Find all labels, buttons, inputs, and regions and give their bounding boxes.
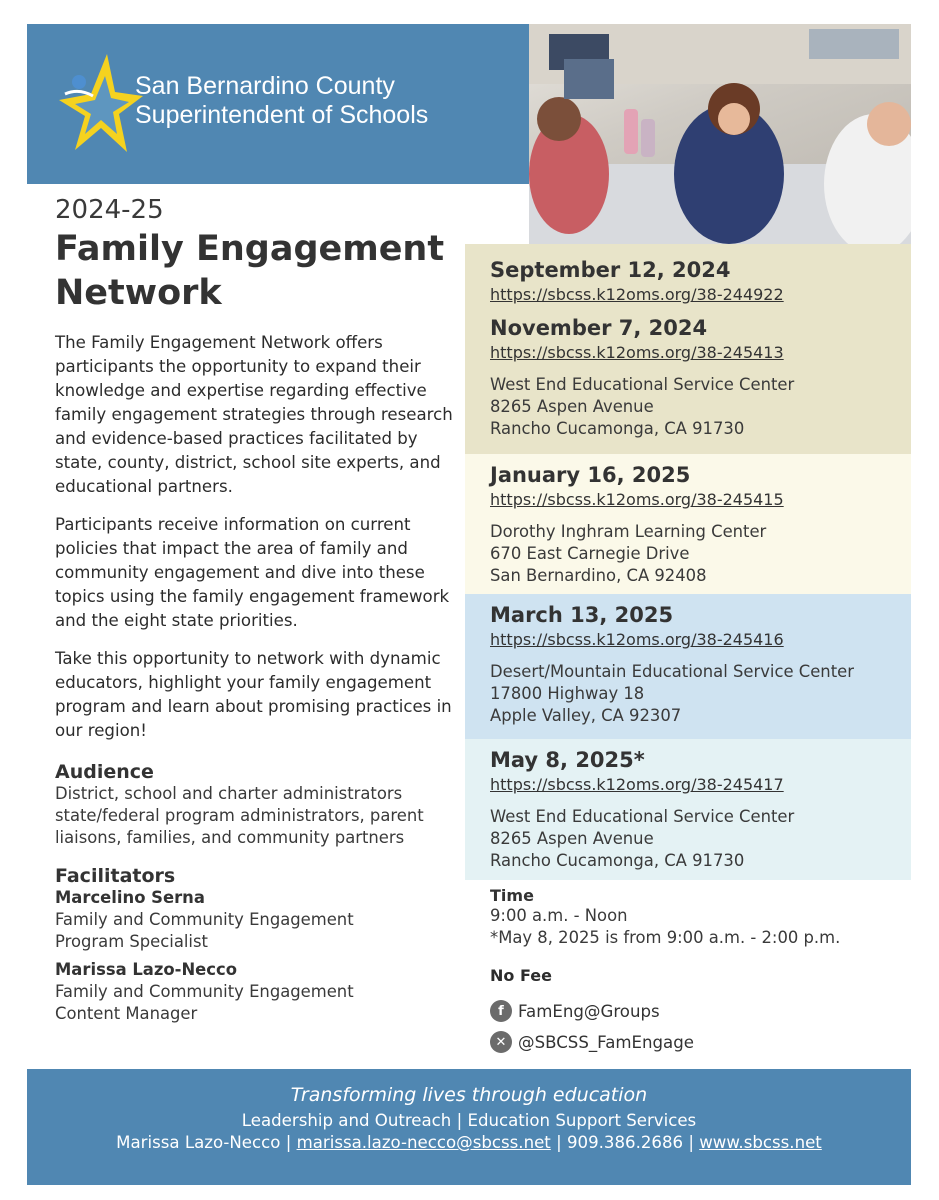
session-link-mar[interactable]: https://sbcss.k12oms.org/38-245416	[490, 630, 784, 649]
org-name	[135, 72, 428, 130]
header-banner	[27, 24, 529, 184]
star-logo-icon	[55, 54, 145, 154]
intro-paragraph-2: Participants receive information on current policies that impact the area of family and community engagement and dive into these topics using the family engagement framework and the eight state priorities.	[55, 515, 450, 630]
facebook-handle: FamEng@Groups	[518, 1001, 660, 1021]
session-link-may[interactable]: https://sbcss.k12oms.org/38-245417	[490, 775, 784, 794]
address-line: Rancho Cucamonga, CA 91730	[490, 851, 745, 870]
facebook-row[interactable]	[490, 1000, 660, 1022]
facilitator	[55, 887, 455, 953]
intro-paragraph-1: The Family Engagement Network offers participants the opportunity to expand their knowledge and expertise regarding effective family engagement strategies through research and evidence-based practices facilitated by state, county, district, school site experts, and educational partners.	[55, 333, 453, 496]
page-title	[55, 227, 455, 315]
address-line: West End Educational Service Center	[490, 807, 795, 826]
address-line: 670 East Carnegie Drive	[490, 544, 690, 563]
session-link-sept[interactable]: https://sbcss.k12oms.org/38-244922	[490, 285, 784, 304]
x-handle: @SBCSS_FamEngage	[518, 1032, 694, 1052]
facilitator-name: Marissa Lazo-Necco	[55, 960, 237, 979]
intro-paragraph-3: Take this opportunity to network with dynamic educators, highlight your family engagement program and learn about promising practices in our region!	[55, 649, 452, 740]
footer-departments: Leadership and Outreach | Education Support Services	[241, 1111, 697, 1130]
audience-heading: Audience	[55, 761, 154, 783]
facilitator-title: Family and Community Engagement	[55, 982, 354, 1001]
session-date-nov: November 7, 2024	[490, 316, 708, 340]
audience-text: District, school and charter administrators state/federal program administrators, parent liaisons, families, and community partners	[55, 784, 424, 847]
session-band-mar	[465, 594, 911, 739]
workshop-photo-illustration	[529, 24, 911, 244]
address-line: 8265 Aspen Avenue	[490, 829, 654, 848]
address-line: Apple Valley, CA 92307	[490, 706, 682, 725]
address-line: San Bernardino, CA 92408	[490, 566, 707, 585]
footer-tagline: Transforming lives through education	[290, 1084, 648, 1106]
org-name-line1: San Bernardino County	[135, 72, 395, 100]
program-year: 2024-25	[55, 195, 164, 225]
x-icon: ✕	[490, 1031, 512, 1053]
time-section	[490, 886, 840, 949]
session-date-jan: January 16, 2025	[490, 463, 691, 487]
session-date-may: May 8, 2025*	[490, 748, 645, 772]
address-line: West End Educational Service Center	[490, 375, 795, 394]
address-line: Desert/Mountain Educational Service Center	[490, 662, 854, 681]
time-heading: Time	[490, 886, 534, 905]
address-line: 17800 Highway 18	[490, 684, 645, 703]
session-address-mar	[490, 661, 911, 727]
x-row[interactable]	[490, 1031, 694, 1053]
facilitator-title: Family and Community Engagement	[55, 910, 354, 929]
time-regular: 9:00 a.m. - Noon	[490, 906, 628, 925]
session-band-may	[465, 739, 911, 880]
address-line: 8265 Aspen Avenue	[490, 397, 654, 416]
title-line1: Family Engagement	[55, 229, 445, 269]
footer-email-link[interactable]: marissa.lazo-necco@sbcss.net	[296, 1133, 551, 1152]
session-band-fall	[465, 244, 911, 454]
footer-contact	[27, 1132, 911, 1154]
workshop-photo	[529, 24, 911, 244]
intro-column	[55, 195, 455, 1025]
session-date-sept: September 12, 2024	[490, 258, 731, 282]
session-address-may	[490, 806, 911, 872]
facebook-icon: f	[490, 1000, 512, 1022]
facilitators-heading: Facilitators	[55, 865, 176, 887]
session-link-nov[interactable]: https://sbcss.k12oms.org/38-245413	[490, 343, 784, 362]
facilitator-title: Program Specialist	[55, 932, 208, 951]
facilitator-name: Marcelino Serna	[55, 888, 205, 907]
session-address-nov	[490, 374, 911, 440]
org-name-line2: Superintendent of Schools	[135, 101, 429, 129]
address-line: Dorothy Inghram Learning Center	[490, 522, 767, 541]
footer-contact-name: Marissa Lazo-Necco |	[116, 1133, 297, 1152]
session-band-jan	[465, 454, 911, 594]
facilitator	[55, 959, 455, 1025]
session-date-mar: March 13, 2025	[490, 603, 674, 627]
session-address-jan	[490, 521, 911, 587]
fee-label: No Fee	[490, 966, 552, 985]
address-line: Rancho Cucamonga, CA 91730	[490, 419, 745, 438]
footer-website-link[interactable]: www.sbcss.net	[699, 1133, 822, 1152]
session-link-jan[interactable]: https://sbcss.k12oms.org/38-245415	[490, 490, 784, 509]
title-line2: Network	[55, 273, 222, 313]
facilitator-title: Content Manager	[55, 1004, 198, 1023]
time-exception: *May 8, 2025 is from 9:00 a.m. - 2:00 p.m.	[490, 928, 841, 947]
footer-banner	[27, 1069, 911, 1185]
footer-phone: | 909.386.2686 |	[550, 1133, 700, 1152]
